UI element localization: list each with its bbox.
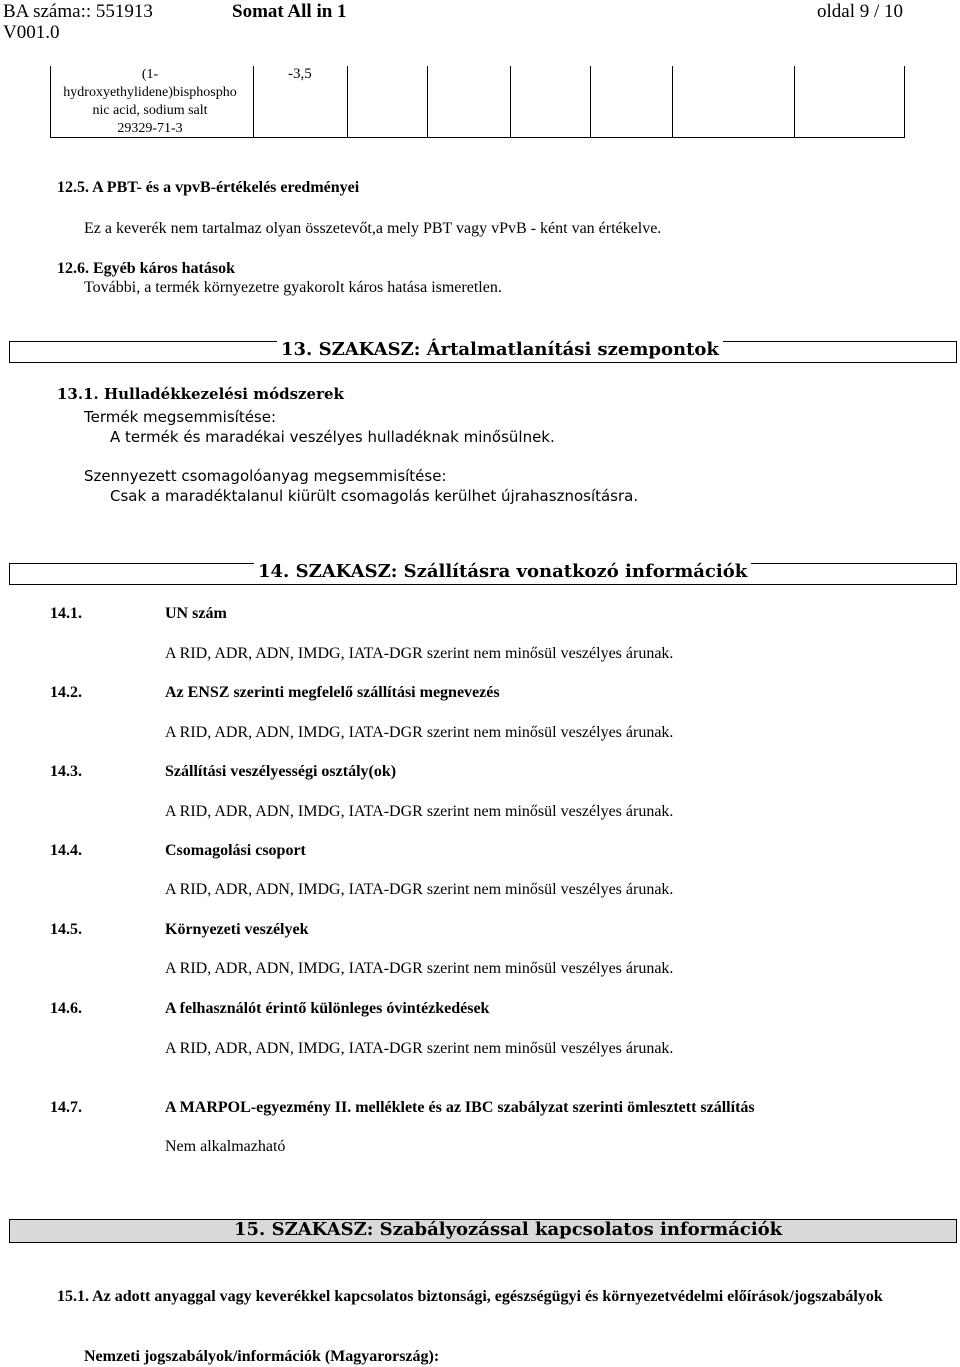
item-number: 14.4. <box>50 842 82 859</box>
item-text: Nem alkalmazható <box>165 1138 286 1155</box>
item-number: 14.5. <box>50 921 82 938</box>
table-border <box>347 66 348 138</box>
page-number: oldal 9 / 10 <box>817 1 904 22</box>
item-label: UN szám <box>165 605 227 622</box>
section-14-title: 14. SZAKASZ: Szállításra vonatkozó információk <box>254 561 751 582</box>
substance-line: hydroxyethylidene)bisphospho <box>63 85 237 100</box>
item-text: A RID, ADR, ADN, IMDG, IATA-DGR szerint nem minősül veszélyes árunak. <box>165 724 674 741</box>
item-text: A RID, ADR, ADN, IMDG, IATA-DGR szerint nem minősül veszélyes árunak. <box>165 645 674 662</box>
item-label: Az ENSZ szerinti megfelelő szállítási megnevezés <box>165 684 500 701</box>
item-label: Környezeti veszélyek <box>165 921 309 938</box>
item-number: 14.7. <box>50 1099 82 1116</box>
item-label: Csomagolási csoport <box>165 842 306 859</box>
substance-name-cell <box>50 66 250 138</box>
table-border <box>510 66 511 138</box>
table-border <box>427 66 428 138</box>
item-text: A RID, ADR, ADN, IMDG, IATA-DGR szerint nem minősül veszélyes árunak. <box>165 1040 674 1057</box>
s12-5-text: Ez a keverék nem tartalmaz olyan összetevőt,a mely PBT vagy vPvB - ként van értékelve. <box>84 220 662 237</box>
ba-number: BA száma:: 551913 <box>3 1 153 22</box>
table-border <box>794 66 795 138</box>
s13-packaging-text: Csak a maradéktalanul kiürült csomagolás kerülhet újrahasznosításra. <box>110 487 639 505</box>
section-15-title: 15. SZAKASZ: Szabályozással kapcsolatos információk <box>234 1219 783 1240</box>
item-label: A felhasználót érintő különleges óvintézkedések <box>165 1000 490 1017</box>
table-border <box>904 66 905 138</box>
item-label: A MARPOL-egyezmény II. melléklete és az IBC szabályzat szerinti ömlesztett szállítás <box>165 1099 755 1116</box>
item-number: 14.3. <box>50 763 82 780</box>
s13-product-text: A termék és maradékai veszélyes hulladéknak minősülnek. <box>110 428 555 446</box>
s13-1-heading: 13.1. Hulladékkezelési módszerek <box>57 385 344 403</box>
s12-6-text: További, a termék környezetre gyakorolt káros hatása ismeretlen. <box>84 279 502 296</box>
item-number: 14.6. <box>50 1000 82 1017</box>
item-text: A RID, ADR, ADN, IMDG, IATA-DGR szerint nem minősül veszélyes árunak. <box>165 960 674 977</box>
s13-product-label: Termék megsemmisítése: <box>84 408 277 426</box>
item-label: Szállítási veszélyességi osztály(ok) <box>165 763 397 780</box>
s13-packaging-label: Szennyezett csomagolóanyag megsemmisítése: <box>84 467 447 485</box>
s12-6-heading: 12.6. Egyéb káros hatások <box>57 260 235 277</box>
s12-5-heading: 12.5. A PBT- és a vpvB-értékelés eredményei <box>57 179 360 196</box>
substance-line: nic acid, sodium salt <box>92 103 208 118</box>
table-border <box>253 66 254 138</box>
product-name: Somat All in 1 <box>232 1 347 22</box>
item-text: A RID, ADR, ADN, IMDG, IATA-DGR szerint nem minősül veszélyes árunak. <box>165 803 674 820</box>
substance-line: (1- <box>141 67 159 82</box>
s15-national-heading: Nemzeti jogszabályok/információk (Magyarország): <box>84 1348 440 1365</box>
substance-line: 29329-71-3 <box>117 121 183 136</box>
section-13-title: 13. SZAKASZ: Ártalmatlanítási szempontok <box>277 339 723 360</box>
s15-1-heading: 15.1. Az adott anyaggal vagy keverékkel kapcsolatos biztonsági, egészségügyi és környezetvédelmi előírások/jogszabályok <box>57 1288 883 1305</box>
table-border <box>590 66 591 138</box>
value-cell: -3,5 <box>288 66 312 82</box>
item-number: 14.2. <box>50 684 82 701</box>
item-text: A RID, ADR, ADN, IMDG, IATA-DGR szerint nem minősül veszélyes árunak. <box>165 881 674 898</box>
item-number: 14.1. <box>50 605 82 622</box>
table-border <box>672 66 673 138</box>
version: V001.0 <box>3 22 60 43</box>
